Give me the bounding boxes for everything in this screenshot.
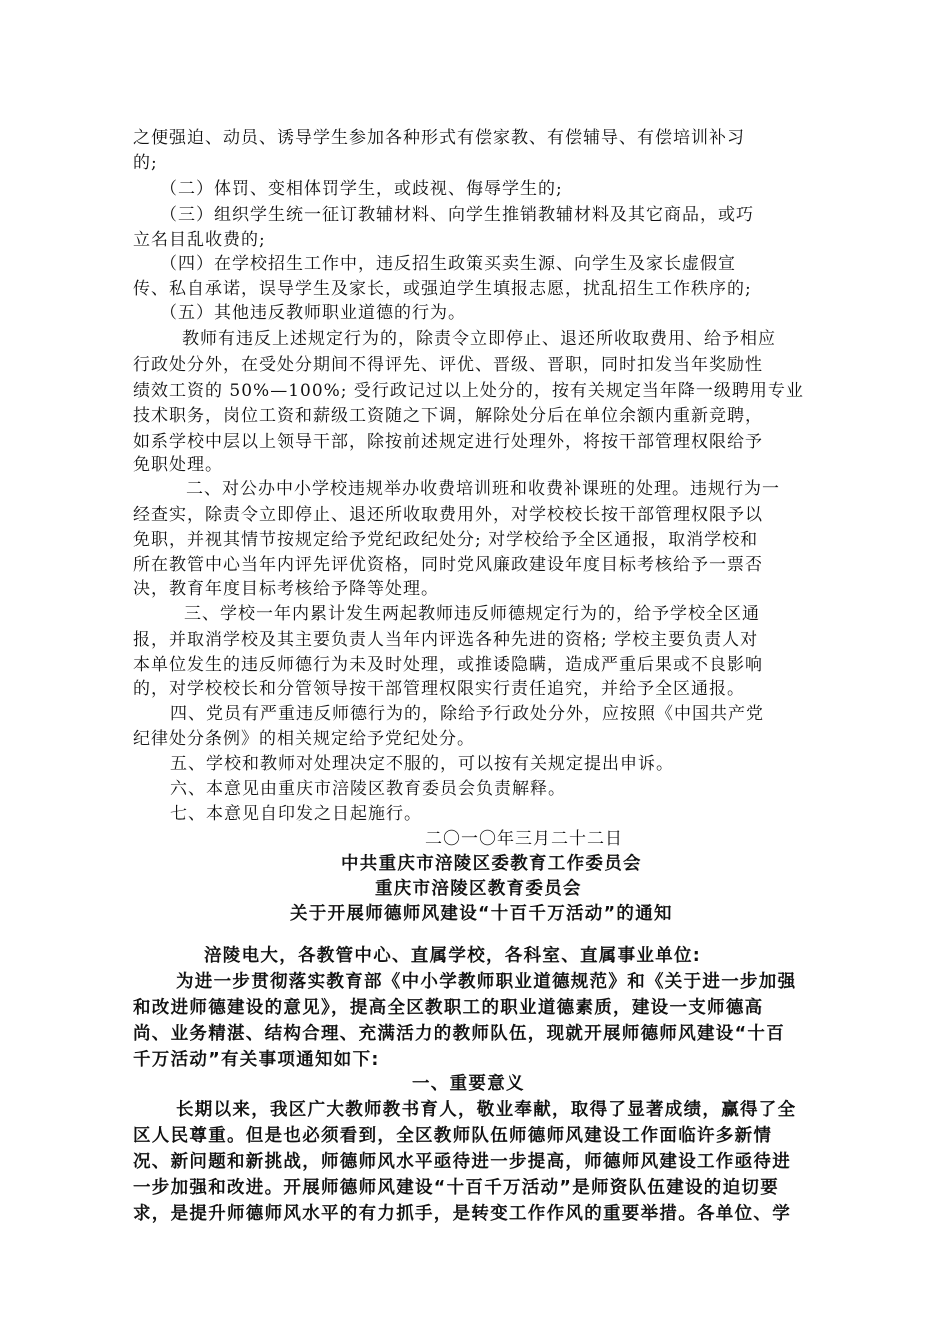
text-line: 决，教育年度目标考核给予降等处理。: [133, 579, 439, 599]
text-line: 和改进师德建设的意见》，提高全区教职工的职业道德素质，建设一支师德高: [133, 998, 764, 1018]
text-line: 传、私自承诺，误导学生及家长，或强迫学生填报志愿，扰乱招生工作秩序的;: [133, 279, 752, 299]
text-line: 的;: [133, 153, 158, 173]
list-item: （五）其他违反教师职业道德的行为。: [160, 303, 466, 323]
text-line: 经查实，除责令立即停止、退还所收取费用外，对学校校长按干部管理权限予以: [133, 505, 763, 525]
text-line: 纪律处分条例》的相关规定给予党纪处分。: [133, 729, 475, 749]
list-item: （三）组织学生统一征订教辅材料、向学生推销教辅材料及其它商品，或巧: [160, 205, 754, 225]
paragraph-start: 三、学校一年内累计发生两起教师违反师德规定行为的，给予学校全区通: [184, 604, 760, 624]
paragraph-start: 六、本意见由重庆市涪陵区教育委员会负责解释。: [170, 779, 566, 799]
paragraph-start: 长期以来，我区广大教师教书育人，敬业奉献，取得了显著成绩，赢得了全: [176, 1100, 797, 1120]
text-line: 免职处理。: [133, 455, 223, 475]
paragraph-start: 为进一步贯彻落实教育部《中小学教师职业道德规范》和《关于进一步加强: [176, 972, 797, 992]
text-line: 况、新问题和新挑战，师德师风水平亟待进一步提高，师德师风建设工作亟待进: [133, 1152, 791, 1172]
paragraph-start: 七、本意见自印发之日起施行。: [170, 804, 422, 824]
text-line: 技术职务，岗位工资和薪级工资随之下调，解除处分后在单位余额内重新竞聘，: [133, 406, 763, 426]
text-line: 区人民尊重。但是也必须看到，全区教师队伍师德师风建设工作面临许多新情: [133, 1126, 773, 1146]
list-item: （四）在学校招生工作中，违反招生政策买卖生源、向学生及家长虚假宣: [160, 254, 736, 274]
addressee-line: 涪陵电大，各教管中心、直属学校，各科室、直属事业单位:: [204, 946, 702, 966]
text-line: 立名目乱收费的;: [133, 230, 266, 250]
text-line: 绩效工资的 50%—100%; 受行政记过以上处分的，按有关规定当年降一级聘用专业: [133, 381, 804, 401]
text-line: 行政处分外，在受处分期间不得评先、评优、晋级、晋职，同时扣发当年奖励性: [133, 355, 763, 375]
text-line: 所在教管中心当年内评先评优资格，同时党风廉政建设年度目标考核给予一票否: [133, 555, 763, 575]
text-line: 报，并取消学校及其主要负责人当年内评选各种先进的资格; 学校主要负责人对: [133, 630, 759, 650]
issue-date: 二〇一〇年三月二十二日: [425, 829, 623, 849]
paragraph-start: 四、党员有严重违反师德行为的，除给予行政处分外，应按照《中国共产党: [170, 704, 764, 724]
text-line: 一步加强和改进。开展师德师风建设“十百千万活动”是师资队伍建设的迫切要: [133, 1178, 779, 1198]
text-line: 如系学校中层以上领导干部，除按前述规定进行处理外，将按干部管理权限给予: [133, 432, 763, 452]
section-heading: 一、重要意义: [412, 1074, 525, 1094]
issuer-name: 中共重庆市涪陵区委教育工作委员会: [341, 854, 642, 874]
text-line: 的，对学校校长和分管领导按干部管理权限实行责任追究，并给予全区通报。: [133, 679, 745, 699]
paragraph-start: 教师有违反上述规定行为的，除责令立即停止、退还所收取费用、给予相应: [182, 329, 776, 349]
text-line: 本单位发生的违反师德行为未及时处理，或推诿隐瞒，造成严重后果或不良影响: [133, 655, 763, 675]
paragraph-start: 五、学校和教师对处理决定不服的，可以按有关规定提出申诉。: [170, 754, 674, 774]
notice-title: 关于开展师德师风建设“十百千万活动”的通知: [290, 904, 673, 924]
issuer-name: 重庆市涪陵区教育委员会: [375, 879, 582, 899]
list-item: （二）体罚、变相体罚学生，或歧视、侮辱学生的;: [160, 179, 563, 199]
text-line: 求，是提升师德师风水平的有力抓手，是转变工作作风的重要举措。各单位、学: [133, 1204, 791, 1224]
text-line: 免职，并视其情节按规定给予党纪政纪处分; 对学校给予全区通报，取消学校和: [133, 530, 759, 550]
text-line: 尚、业务精湛、结构合理、充满活力的教师队伍，现就开展师德师风建设“十百: [133, 1024, 785, 1044]
text-line: 之便强迫、动员、诱导学生参加各种形式有偿家教、有偿辅导、有偿培训补习: [133, 128, 745, 148]
paragraph-start: 二、对公办中小学校违规举办收费培训班和收费补课班的处理。违规行为一: [186, 479, 780, 499]
text-line: 千万活动”有关事项通知如下:: [133, 1050, 380, 1070]
